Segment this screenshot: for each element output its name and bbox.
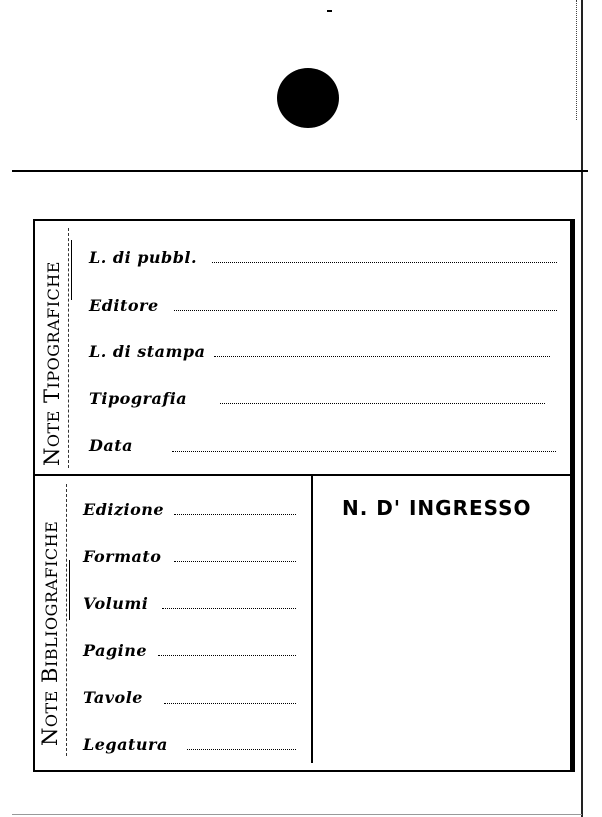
field-label-tavole: Tavole [83,688,143,707]
form-frame-right-border [570,219,574,770]
field-line-formato[interactable] [174,561,296,562]
side-rule-bibliografiche [66,484,67,756]
field-line-luogo-stampa[interactable] [214,356,550,357]
field-line-tavole[interactable] [164,703,296,704]
side-rule-tipografiche [68,228,69,468]
field-label-volumi: Volumi [83,594,149,613]
punch-hole [277,68,339,128]
field-label-luogo-pubblicazione: L. di pubbl. [89,248,198,267]
field-label-pagine: Pagine [83,641,148,660]
section-label-tipografiche: NOTE TIPOGRAFICHE [40,261,64,466]
card-right-edge-dotted [576,0,578,120]
field-label-legatura: Legatura [83,735,168,754]
card-bottom-edge [12,814,582,815]
field-label-edizione: Edizione [83,500,165,519]
fold-line [12,170,588,172]
field-line-volumi[interactable] [162,608,296,609]
field-line-edizione[interactable] [174,514,296,515]
side-rule-tipografiche-solid [71,240,72,300]
section-divider-vertical [311,476,313,763]
field-label-data: Data [89,436,133,455]
field-label-tipografia: Tipografia [89,389,188,408]
card-right-edge [581,0,583,817]
field-line-luogo-pubblicazione[interactable] [212,262,557,263]
field-line-pagine[interactable] [158,655,296,656]
field-label-editore: Editore [89,296,159,315]
top-mark [327,10,332,12]
section-divider-horizontal [33,474,573,476]
field-label-luogo-stampa: L. di stampa [89,342,206,361]
section-label-bibliografiche: NOTE BIBLIOGRAFICHE [38,520,62,746]
field-line-data[interactable] [172,451,556,452]
field-line-tipografia[interactable] [220,403,545,404]
numero-ingresso-label: N. D' INGRESSO [342,496,532,520]
field-line-editore[interactable] [174,310,557,311]
side-rule-bibliografiche-solid [69,560,70,620]
field-line-legatura[interactable] [187,749,296,750]
field-label-formato: Formato [83,547,162,566]
